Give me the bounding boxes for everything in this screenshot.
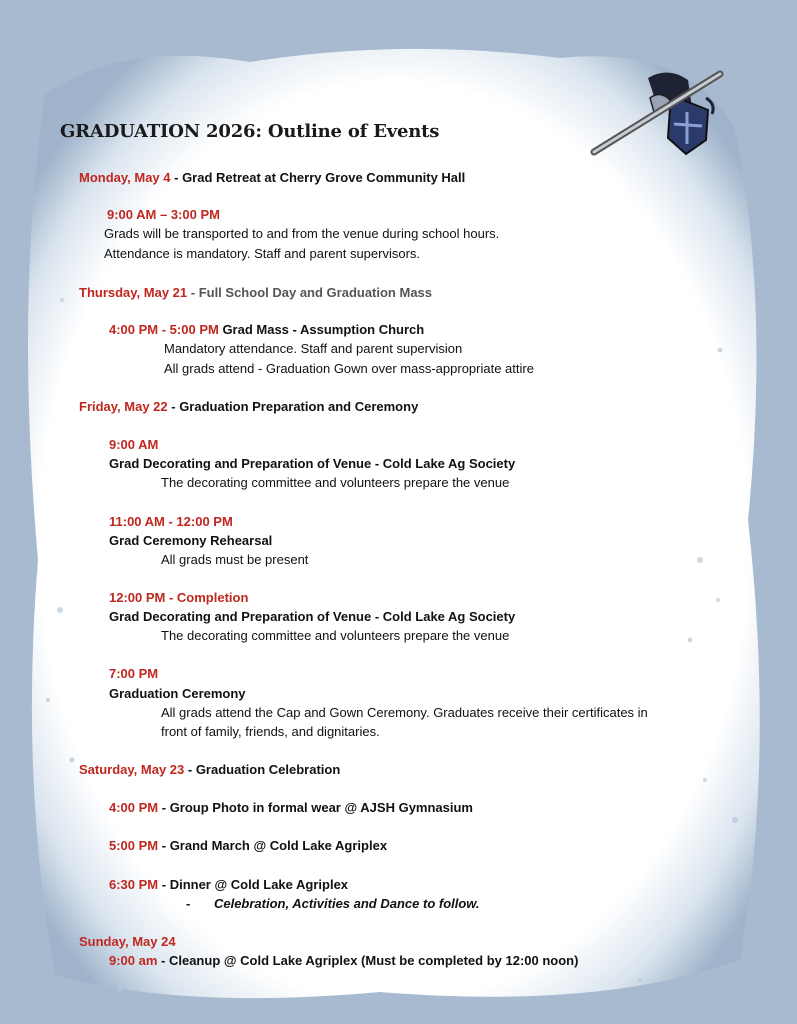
event-line — [109, 800, 473, 815]
event-title: - Group Photo in formal wear @ AJSH Gymnasium — [158, 800, 473, 815]
event-time: 4:00 PM - 5:00 PM — [109, 322, 219, 337]
event-title: Grad Mass - Assumption Church — [218, 322, 425, 337]
day-title: - Graduation Celebration — [184, 762, 341, 777]
event-title: Grad Decorating and Preparation of Venue - Cold Lake Ag Society — [109, 456, 516, 471]
day-title: - Full School Day and Graduation Mass — [187, 285, 433, 300]
day-header-thursday — [79, 285, 432, 300]
day-date: Thursday, May 21 — [79, 285, 188, 300]
event-description: front of family, friends, and dignitaries. — [161, 724, 380, 739]
event-description: Attendance is mandatory. Staff and parent supervisors. — [104, 246, 421, 261]
event-description: Mandatory attendance. Staff and parent supervision — [164, 341, 463, 356]
event-title: Graduation Ceremony — [109, 686, 246, 701]
event-description: Grads will be transported to and from the venue during school hours. — [104, 226, 500, 241]
event-time: 11:00 AM - 12:00 PM — [109, 514, 233, 529]
event-time: 12:00 PM - Completion — [109, 590, 249, 605]
day-title: - Graduation Preparation and Ceremony — [167, 399, 419, 414]
day-header-saturday — [79, 762, 340, 777]
event-description: All grads attend - Graduation Gown over mass-appropriate attire — [164, 361, 534, 376]
event-title: - Cleanup @ Cold Lake Agriplex (Must be completed by 12:00 noon) — [157, 953, 579, 968]
event-line — [109, 838, 387, 853]
page-title: GRADUATION 2026: Outline of Events — [60, 121, 440, 142]
event-description: The decorating committee and volunteers prepare the venue — [161, 628, 510, 643]
event-time: 6:30 PM — [109, 877, 159, 892]
event-time: 5:00 PM — [109, 838, 159, 853]
day-header-friday — [79, 399, 418, 414]
event-line — [109, 953, 578, 968]
day-header-monday — [79, 170, 465, 185]
event-description: The decorating committee and volunteers prepare the venue — [161, 475, 510, 490]
day-title: - Grad Retreat at Cherry Grove Community Hall — [170, 170, 466, 185]
event-time: 7:00 PM — [109, 666, 159, 681]
event-title: Grad Decorating and Preparation of Venue - Cold Lake Ag Society — [109, 609, 516, 624]
bullet-item — [186, 896, 480, 911]
bullet-text: Celebration, Activities and Dance to follow. — [213, 896, 480, 911]
event-line — [109, 877, 348, 892]
day-date: Monday, May 4 — [79, 170, 171, 185]
event-description: All grads attend the Cap and Gown Ceremony. Graduates receive their certificates in — [161, 705, 648, 720]
event-heading — [109, 322, 424, 337]
day-header-sunday: Sunday, May 24 — [79, 934, 176, 949]
event-title: Grad Ceremony Rehearsal — [109, 533, 273, 548]
event-time: 9:00 AM — [109, 437, 159, 452]
bullet-dash: - — [186, 896, 191, 911]
event-time: 9:00 am — [109, 953, 158, 968]
day-date: Saturday, May 23 — [79, 762, 185, 777]
event-title: - Dinner @ Cold Lake Agriplex — [158, 877, 349, 892]
event-time: 4:00 PM — [109, 800, 159, 815]
event-title: - Grand March @ Cold Lake Agriplex — [158, 838, 388, 853]
event-description: All grads must be present — [161, 552, 309, 567]
day-date: Friday, May 22 — [79, 399, 168, 414]
event-time: 9:00 AM – 3:00 PM — [107, 207, 220, 222]
